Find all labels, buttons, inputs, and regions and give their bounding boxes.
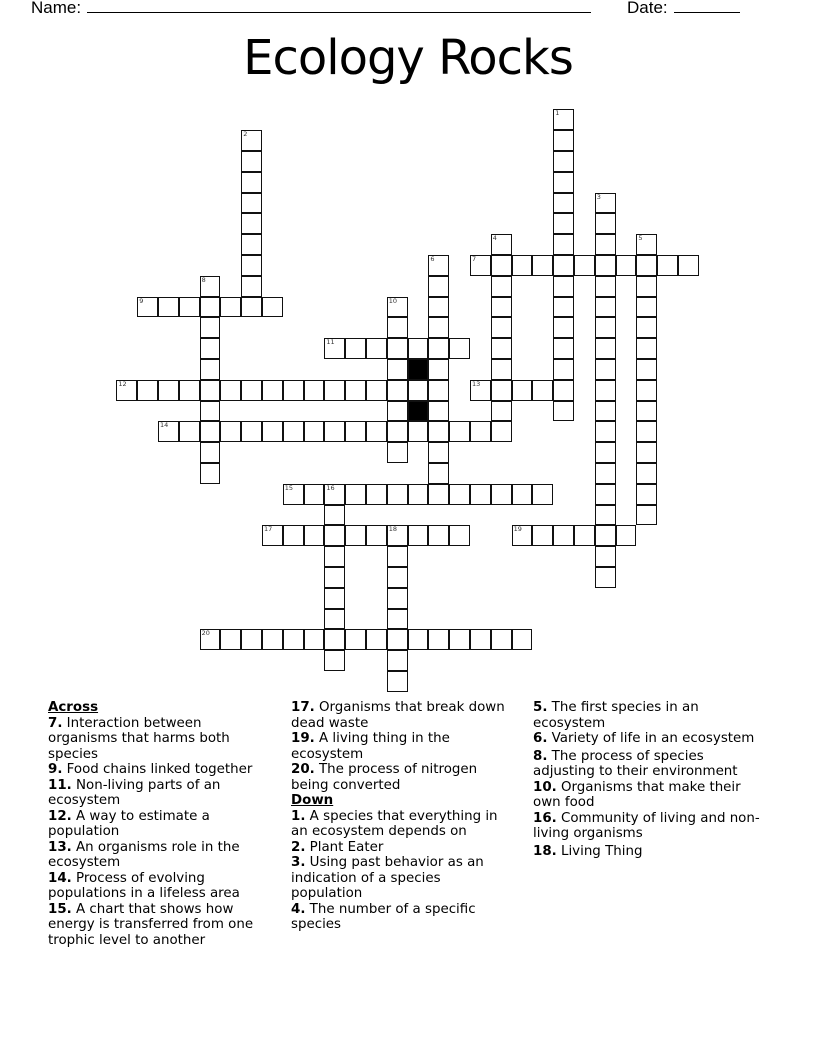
- grid-cell[interactable]: [595, 546, 616, 567]
- clue-number: 7.: [48, 715, 63, 731]
- grid-cell[interactable]: [491, 234, 512, 255]
- grid-cell[interactable]: [553, 130, 574, 151]
- grid-cell[interactable]: [324, 421, 345, 442]
- grid-cell[interactable]: [387, 588, 408, 609]
- clue-number-label: 12: [118, 379, 127, 388]
- grid-cell[interactable]: [491, 629, 512, 650]
- grid-cell[interactable]: [241, 213, 262, 234]
- clue-number-label: 15: [284, 483, 294, 492]
- grid-cell[interactable]: [532, 484, 553, 505]
- grid-cell[interactable]: [636, 401, 657, 422]
- date-label: Date:: [627, 0, 668, 17]
- grid-cell[interactable]: [387, 567, 408, 588]
- grid-cell[interactable]: [241, 380, 262, 401]
- grid-cell[interactable]: [387, 401, 408, 422]
- grid-cell[interactable]: [428, 338, 449, 359]
- clue-number: 19.: [291, 731, 315, 746]
- grid-cell[interactable]: [387, 359, 408, 380]
- clue-across-11: [48, 778, 273, 809]
- clue-number: 13.: [48, 839, 72, 855]
- grid-cell[interactable]: [220, 297, 241, 318]
- clue-number: 6.: [533, 731, 548, 746]
- grid-cell[interactable]: [304, 421, 325, 442]
- clue-across-7: [48, 716, 273, 763]
- clue-across-20: [291, 762, 516, 793]
- grid-cell[interactable]: [553, 297, 574, 318]
- grid-cell[interactable]: [408, 380, 429, 401]
- grid-cell[interactable]: [553, 151, 574, 172]
- grid-cell[interactable]: [137, 297, 158, 318]
- grid-cell[interactable]: [595, 193, 616, 214]
- grid-cell[interactable]: [241, 421, 262, 442]
- clue-number-label: 11: [326, 338, 335, 347]
- black-square: [408, 401, 429, 422]
- grid-cell[interactable]: [428, 401, 449, 422]
- clue-text: A species that everything in an ecosystem depends on: [291, 808, 498, 839]
- grid-cell[interactable]: [553, 234, 574, 255]
- grid-cell[interactable]: [428, 317, 449, 338]
- clue-number: 12.: [48, 808, 72, 824]
- grid-cell[interactable]: [324, 546, 345, 567]
- grid-cell[interactable]: [345, 484, 366, 505]
- grid-cell[interactable]: [491, 401, 512, 422]
- grid-cell[interactable]: [553, 317, 574, 338]
- grid-cell[interactable]: [595, 213, 616, 234]
- grid-cell[interactable]: [616, 525, 637, 546]
- clue-across-17: [291, 700, 516, 731]
- grid-cell[interactable]: [449, 338, 470, 359]
- grid-cell[interactable]: [345, 421, 366, 442]
- clue-across-9: [48, 762, 273, 778]
- clue-number-label: 18: [388, 525, 398, 534]
- grid-cell[interactable]: [636, 484, 657, 505]
- grid-cell[interactable]: [158, 297, 179, 318]
- clue-number: 10.: [533, 779, 557, 795]
- clue-text: An organisms role in the ecosystem: [48, 839, 240, 870]
- clue-text: Community of living and non-living organisms: [533, 810, 760, 841]
- grid-cell[interactable]: [428, 525, 449, 546]
- grid-cell[interactable]: [324, 338, 345, 359]
- clue-number: 9.: [48, 762, 63, 777]
- grid-cell[interactable]: [387, 338, 408, 359]
- grid-cell[interactable]: [636, 234, 657, 255]
- grid-cell[interactable]: [324, 629, 345, 650]
- clue-number-label: 2: [243, 130, 248, 139]
- grid-cell[interactable]: [304, 380, 325, 401]
- clue-text: Interaction between organisms that harms both species: [48, 715, 230, 762]
- grid-cell[interactable]: [408, 629, 429, 650]
- grid-cell[interactable]: [428, 255, 449, 276]
- grid-cell[interactable]: [553, 213, 574, 234]
- grid-cell[interactable]: [179, 297, 200, 318]
- grid-cell[interactable]: [241, 255, 262, 276]
- grid-cell[interactable]: [595, 401, 616, 422]
- grid-cell[interactable]: [553, 401, 574, 422]
- grid-cell[interactable]: [387, 380, 408, 401]
- grid-cell[interactable]: [512, 255, 533, 276]
- grid-cell[interactable]: [595, 442, 616, 463]
- clue-down-8: [533, 749, 768, 780]
- grid-cell[interactable]: [428, 421, 449, 442]
- grid-cell[interactable]: [553, 380, 574, 401]
- clue-across-15: [48, 902, 273, 949]
- grid-cell[interactable]: [553, 525, 574, 546]
- grid-cell[interactable]: [220, 380, 241, 401]
- grid-cell[interactable]: [283, 421, 304, 442]
- clues-column-2: [291, 700, 516, 933]
- clue-text: Using past behavior as an indication of a species population: [291, 855, 484, 901]
- clue-down-5: [533, 700, 768, 731]
- grid-cell[interactable]: [595, 338, 616, 359]
- grid-cell[interactable]: [595, 505, 616, 526]
- grid-cell[interactable]: [449, 421, 470, 442]
- clue-text: Non-living parts of an ecosystem: [48, 777, 221, 808]
- grid-cell[interactable]: [595, 525, 616, 546]
- clue-number: 3.: [291, 855, 306, 870]
- grid-cell[interactable]: [387, 297, 408, 318]
- grid-cell[interactable]: [387, 317, 408, 338]
- clue-number: 8.: [533, 748, 548, 764]
- grid-cell[interactable]: [470, 380, 491, 401]
- grid-cell[interactable]: [470, 484, 491, 505]
- grid-cell[interactable]: [137, 380, 158, 401]
- clue-number: 5.: [533, 700, 548, 715]
- grid-cell[interactable]: [574, 255, 595, 276]
- clue-down-1: [291, 809, 516, 840]
- clue-number-label: 14: [160, 421, 169, 430]
- grid-cell[interactable]: [158, 421, 179, 442]
- grid-cell[interactable]: [636, 463, 657, 484]
- clue-text: A living thing in the ecosystem: [291, 731, 450, 762]
- grid-cell[interactable]: [366, 421, 387, 442]
- grid-cell[interactable]: [200, 629, 221, 650]
- clue-down-2: [291, 840, 516, 856]
- clue-down-4: [291, 902, 516, 933]
- grid-cell[interactable]: [428, 629, 449, 650]
- grid-cell[interactable]: [512, 629, 533, 650]
- clue-text: The first species in an ecosystem: [533, 700, 699, 731]
- grid-cell[interactable]: [553, 338, 574, 359]
- grid-cell[interactable]: [283, 525, 304, 546]
- clue-number-label: 6: [430, 255, 435, 263]
- grid-cell[interactable]: [241, 172, 262, 193]
- clue-text: Variety of life in an ecosystem: [551, 731, 755, 746]
- grid-cell[interactable]: [574, 525, 595, 546]
- grid-cell[interactable]: [553, 276, 574, 297]
- grid-cell[interactable]: [678, 255, 699, 276]
- grid-cell[interactable]: [345, 629, 366, 650]
- name-label: Name:: [31, 0, 82, 17]
- grid-cell[interactable]: [595, 380, 616, 401]
- clue-number-label: 3: [596, 192, 601, 201]
- clue-number-label: 20: [201, 629, 210, 638]
- clue-number-label: 9: [139, 296, 144, 305]
- grid-cell[interactable]: [595, 317, 616, 338]
- grid-cell[interactable]: [200, 380, 221, 401]
- grid-cell[interactable]: [428, 380, 449, 401]
- clue-number-label: 10: [388, 296, 398, 305]
- clue-number: 15.: [48, 901, 72, 917]
- clue-number: 11.: [48, 777, 72, 793]
- grid-cell[interactable]: [158, 380, 179, 401]
- clue-number: 17.: [291, 700, 315, 715]
- clue-text: Organisms that make their own food: [533, 779, 741, 810]
- grid-cell[interactable]: [220, 421, 241, 442]
- grid-cell[interactable]: [387, 650, 408, 671]
- clue-across-12: [48, 809, 273, 840]
- grid-cell[interactable]: [324, 380, 345, 401]
- grid-cell[interactable]: [636, 338, 657, 359]
- grid-cell[interactable]: [428, 463, 449, 484]
- grid-cell[interactable]: [241, 193, 262, 214]
- grid-cell[interactable]: [636, 421, 657, 442]
- grid-cell[interactable]: [636, 380, 657, 401]
- clue-down-3: [291, 855, 516, 902]
- clue-number-label: 13: [472, 379, 481, 388]
- grid-cell[interactable]: [553, 255, 574, 276]
- grid-cell[interactable]: [324, 505, 345, 526]
- grid-cell[interactable]: [179, 421, 200, 442]
- grid-cell[interactable]: [512, 380, 533, 401]
- clue-text: Living Thing: [561, 843, 643, 859]
- grid-cell[interactable]: [220, 629, 241, 650]
- grid-cell[interactable]: [387, 421, 408, 442]
- clue-number-label: 5: [638, 234, 643, 243]
- grid-cell[interactable]: [491, 317, 512, 338]
- grid-cell[interactable]: [366, 629, 387, 650]
- grid-cell[interactable]: [428, 276, 449, 297]
- grid-cell[interactable]: [283, 484, 304, 505]
- page-title: Ecology Rocks: [243, 30, 573, 86]
- grid-cell[interactable]: [636, 505, 657, 526]
- grid-cell[interactable]: [595, 255, 616, 276]
- grid-cell[interactable]: [553, 109, 574, 130]
- grid-cell[interactable]: [366, 380, 387, 401]
- grid-cell[interactable]: [491, 338, 512, 359]
- grid-cell[interactable]: [428, 484, 449, 505]
- grid-cell[interactable]: [241, 151, 262, 172]
- grid-cell[interactable]: [636, 276, 657, 297]
- grid-cell[interactable]: [428, 297, 449, 318]
- grid-cell[interactable]: [470, 421, 491, 442]
- grid-cell[interactable]: [387, 525, 408, 546]
- grid-cell[interactable]: [200, 463, 221, 484]
- grid-cell[interactable]: [387, 629, 408, 650]
- black-square: [408, 359, 429, 380]
- grid-cell[interactable]: [470, 629, 491, 650]
- grid-cell[interactable]: [553, 193, 574, 214]
- grid-cell[interactable]: [491, 484, 512, 505]
- clue-number: 18.: [533, 843, 557, 859]
- grid-cell[interactable]: [200, 297, 221, 318]
- grid-cell[interactable]: [595, 567, 616, 588]
- clue-number: 2.: [291, 839, 306, 855]
- grid-cell[interactable]: [491, 421, 512, 442]
- grid-cell[interactable]: [387, 546, 408, 567]
- grid-cell[interactable]: [595, 484, 616, 505]
- grid-cell[interactable]: [616, 255, 637, 276]
- grid-cell[interactable]: [345, 525, 366, 546]
- grid-cell[interactable]: [449, 484, 470, 505]
- grid-cell[interactable]: [262, 629, 283, 650]
- grid-cell[interactable]: [324, 609, 345, 630]
- down-heading: Down: [291, 793, 334, 808]
- grid-cell[interactable]: [595, 297, 616, 318]
- clue-number: 4.: [291, 901, 306, 917]
- clue-text: A chart that shows how energy is transferred from one trophic level to another: [48, 901, 254, 948]
- clue-down-6: [533, 731, 768, 747]
- grid-cell[interactable]: [595, 276, 616, 297]
- grid-cell[interactable]: [262, 297, 283, 318]
- grid-cell[interactable]: [532, 380, 553, 401]
- grid-cell[interactable]: [262, 421, 283, 442]
- clue-across-19: [291, 731, 516, 762]
- grid-cell[interactable]: [241, 130, 262, 151]
- grid-cell[interactable]: [324, 525, 345, 546]
- clue-down-10: [533, 780, 768, 811]
- grid-cell[interactable]: [408, 484, 429, 505]
- grid-cell[interactable]: [200, 338, 221, 359]
- clue-number: 14.: [48, 870, 72, 886]
- grid-cell[interactable]: [324, 650, 345, 671]
- grid-cell[interactable]: [636, 359, 657, 380]
- grid-cell[interactable]: [241, 297, 262, 318]
- across-heading: Across: [48, 700, 99, 715]
- grid-cell[interactable]: [387, 484, 408, 505]
- clue-across-13: [48, 840, 273, 871]
- clues-column-1: [48, 700, 273, 948]
- grid-cell[interactable]: [345, 380, 366, 401]
- grid-cell[interactable]: [241, 629, 262, 650]
- clue-number-label: 16: [326, 483, 335, 492]
- clue-text: Process of evolving populations in a lifeless area: [48, 870, 240, 901]
- grid-cell[interactable]: [553, 172, 574, 193]
- grid-cell[interactable]: [408, 338, 429, 359]
- grid-cell[interactable]: [116, 380, 137, 401]
- clues-column-3: [533, 700, 768, 859]
- grid-cell[interactable]: [449, 629, 470, 650]
- grid-cell[interactable]: [366, 338, 387, 359]
- clue-text: Food chains linked together: [66, 762, 253, 777]
- clue-number-label: 17: [264, 525, 273, 534]
- grid-cell[interactable]: [324, 567, 345, 588]
- grid-cell[interactable]: [491, 297, 512, 318]
- grid-cell[interactable]: [262, 525, 283, 546]
- clue-down-18: [533, 844, 768, 860]
- grid-cell[interactable]: [366, 484, 387, 505]
- grid-cell[interactable]: [200, 421, 221, 442]
- clue-number-label: 8: [201, 275, 206, 284]
- clue-number-label: 7: [472, 255, 477, 263]
- grid-cell[interactable]: [324, 588, 345, 609]
- clue-number-label: 1: [555, 109, 560, 118]
- clue-text: A way to estimate a population: [48, 808, 210, 839]
- grid-cell[interactable]: [408, 421, 429, 442]
- grid-cell[interactable]: [304, 629, 325, 650]
- grid-cell[interactable]: [200, 276, 221, 297]
- clue-text: The process of nitrogen being converted: [291, 762, 478, 793]
- grid-cell[interactable]: [241, 276, 262, 297]
- clue-text: Organisms that break down dead waste: [291, 700, 505, 731]
- grid-cell[interactable]: [200, 317, 221, 338]
- clue-number-label: 19: [513, 525, 522, 534]
- grid-cell[interactable]: [324, 484, 345, 505]
- clue-text: The number of a specific species: [291, 901, 476, 932]
- grid-cell[interactable]: [304, 525, 325, 546]
- clue-down-16: [533, 811, 768, 842]
- grid-cell[interactable]: [262, 380, 283, 401]
- clue-text: The process of species adjusting to their environment: [533, 748, 738, 779]
- grid-cell[interactable]: [241, 234, 262, 255]
- grid-cell[interactable]: [200, 359, 221, 380]
- grid-cell[interactable]: [200, 442, 221, 463]
- grid-cell[interactable]: [283, 629, 304, 650]
- grid-cell[interactable]: [553, 359, 574, 380]
- clue-number: 16.: [533, 810, 557, 826]
- grid-cell[interactable]: [491, 276, 512, 297]
- grid-cell[interactable]: [470, 255, 491, 276]
- clue-number: 1.: [291, 808, 306, 824]
- clue-number-label: 4: [492, 234, 497, 243]
- clue-number: 20.: [291, 762, 315, 777]
- grid-cell[interactable]: [200, 401, 221, 422]
- grid-cell[interactable]: [595, 359, 616, 380]
- grid-cell[interactable]: [512, 484, 533, 505]
- grid-cell[interactable]: [491, 359, 512, 380]
- grid-cell[interactable]: [304, 484, 325, 505]
- grid-cell[interactable]: [345, 338, 366, 359]
- grid-cell[interactable]: [387, 442, 408, 463]
- grid-cell[interactable]: [387, 609, 408, 630]
- grid-cell[interactable]: [366, 525, 387, 546]
- clue-text: Plant Eater: [309, 839, 384, 855]
- grid-cell[interactable]: [636, 255, 657, 276]
- grid-cell[interactable]: [428, 359, 449, 380]
- grid-cell[interactable]: [532, 255, 553, 276]
- grid-cell[interactable]: [595, 421, 616, 442]
- grid-cell[interactable]: [408, 525, 429, 546]
- grid-cell[interactable]: [512, 525, 533, 546]
- grid-cell[interactable]: [491, 255, 512, 276]
- grid-cell[interactable]: [657, 255, 678, 276]
- grid-cell[interactable]: [595, 463, 616, 484]
- grid-cell[interactable]: [428, 442, 449, 463]
- grid-cell[interactable]: [636, 297, 657, 318]
- clue-across-14: [48, 871, 273, 902]
- grid-cell[interactable]: [595, 234, 616, 255]
- grid-cell[interactable]: [532, 525, 553, 546]
- grid-cell[interactable]: [636, 317, 657, 338]
- grid-cell[interactable]: [449, 525, 470, 546]
- grid-cell[interactable]: [387, 671, 408, 692]
- grid-cell[interactable]: [636, 442, 657, 463]
- grid-cell[interactable]: [283, 380, 304, 401]
- grid-cell[interactable]: [179, 380, 200, 401]
- grid-cell[interactable]: [491, 380, 512, 401]
